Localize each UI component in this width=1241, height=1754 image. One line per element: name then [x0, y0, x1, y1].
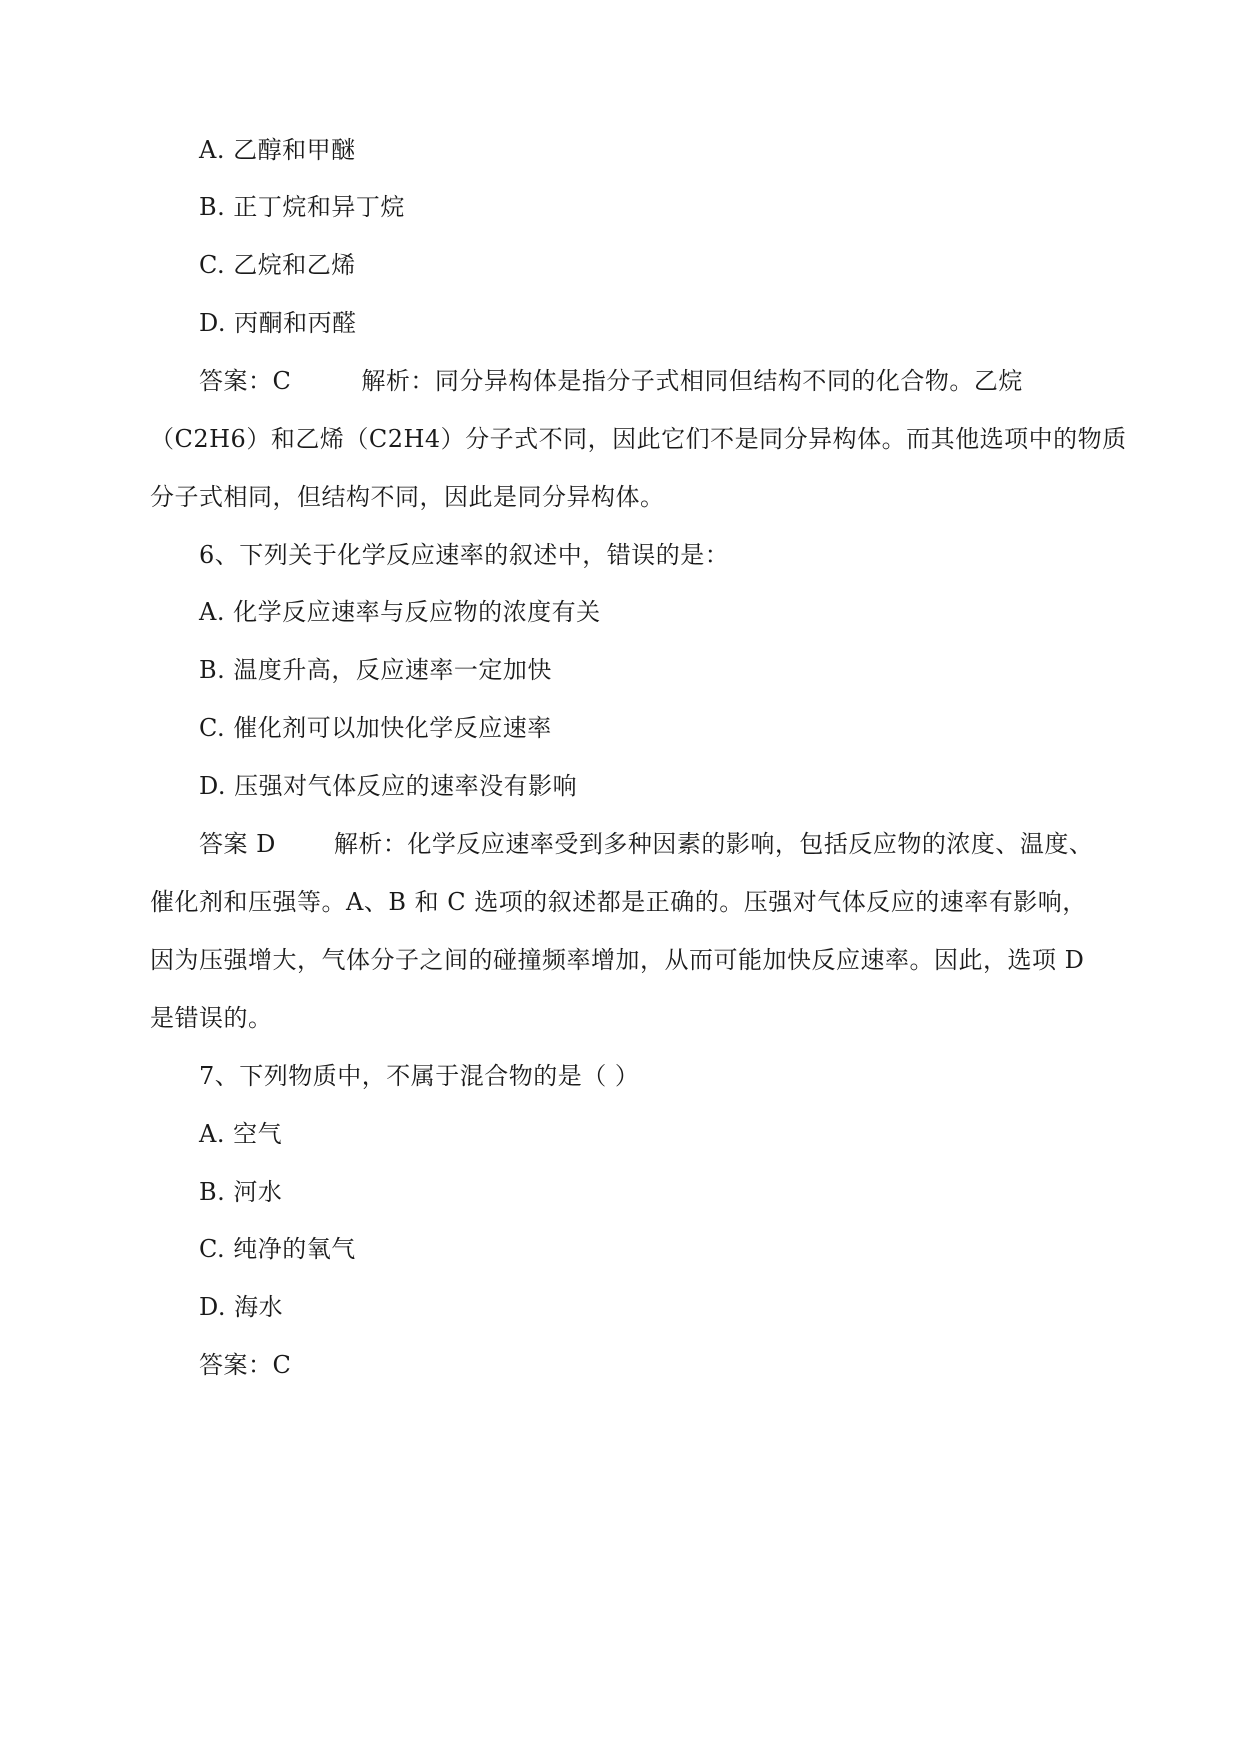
- q7-answer: 答案：C: [199, 1351, 292, 1379]
- q7-option-c: C. 纯净的氧气: [199, 1235, 356, 1263]
- q6-answer: 答案 D: [199, 830, 276, 858]
- q6-answer-line: [199, 829, 1093, 859]
- q6-analysis-line-4: 是错误的。: [150, 1004, 273, 1032]
- q7-option-b: B. 河水: [199, 1178, 283, 1206]
- q6-option-c: C. 催化剂可以加快化学反应速率: [199, 714, 552, 742]
- q6-analysis-line-3: 因为压强增大，气体分子之间的碰撞频率增加，从而可能加快反应速率。因此，选项 D: [150, 946, 1085, 974]
- q6-option-a: A. 化学反应速率与反应物的浓度有关: [199, 598, 601, 626]
- q5-option-d: D. 丙酮和丙醛: [199, 309, 357, 337]
- q5-analysis-line-2: （C2H6）和乙烯（C2H4）分子式不同，因此它们不是同分异构体。而其他选项中的物质: [150, 425, 1127, 453]
- q7-option-a: A. 空气: [199, 1120, 283, 1148]
- q6-option-b: B. 温度升高，反应速率一定加快: [199, 656, 552, 684]
- q5-option-c: C. 乙烷和乙烯: [199, 251, 356, 279]
- q5-analysis-line-3: 分子式相同，但结构不同，因此是同分异构体。: [150, 483, 665, 511]
- q7-option-d: D. 海水: [199, 1293, 284, 1321]
- q5-option-b: B. 正丁烷和异丁烷: [199, 193, 405, 221]
- q5-answer-line: [199, 366, 1023, 396]
- q6-question: 6、下列关于化学反应速率的叙述中，错误的是：: [199, 541, 730, 569]
- q6-analysis-line-2: 催化剂和压强等。A、B 和 C 选项的叙述都是正确的。压强对气体反应的速率有影响，: [150, 888, 1087, 916]
- q6-option-d: D. 压强对气体反应的速率没有影响: [199, 772, 578, 800]
- q6-analysis-line-1: 解析：化学反应速率受到多种因素的影响，包括反应物的浓度、温度、: [333, 830, 1094, 858]
- q5-option-a: A. 乙醇和甲醚: [199, 136, 356, 164]
- q5-analysis-line-1: 解析：同分异构体是指分子式相同但结构不同的化合物。乙烷: [361, 367, 1023, 395]
- q5-answer: 答案：C: [199, 367, 292, 395]
- q7-question: 7、下列物质中，不属于混合物的是（ ）: [199, 1062, 640, 1090]
